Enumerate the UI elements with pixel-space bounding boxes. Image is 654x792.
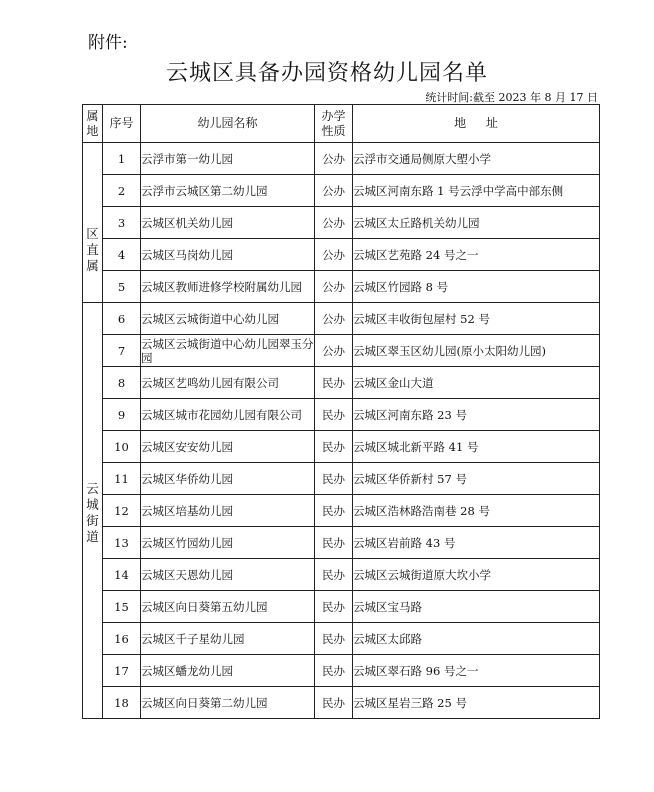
table-row (83, 655, 600, 687)
cell-type: 民办 (315, 559, 353, 591)
cell-seq: 6 (103, 303, 141, 335)
cell-seq: 11 (103, 463, 141, 495)
cell-type: 民办 (315, 687, 353, 719)
cell-address: 云城区宝马路 (353, 591, 600, 623)
cell-seq: 15 (103, 591, 141, 623)
header-area: 属 地 (83, 105, 103, 143)
cell-address: 云城区河南东路 1 号云浮中学高中部东侧 (353, 175, 600, 207)
area-group-street: 云 城 街 道 (83, 303, 103, 719)
cell-address: 云城区岩前路 43 号 (353, 527, 600, 559)
header-seq: 序号 (103, 105, 141, 143)
table-row (83, 303, 600, 335)
cell-name: 云城区向日葵第二幼儿园 (141, 687, 315, 719)
cell-name: 云城区天恩幼儿园 (141, 559, 315, 591)
table-row (83, 239, 600, 271)
cell-address: 云城区河南东路 23 号 (353, 399, 600, 431)
cell-seq: 13 (103, 527, 141, 559)
cell-name: 云城区城市花园幼儿园有限公司 (141, 399, 315, 431)
cell-seq: 4 (103, 239, 141, 271)
cell-seq: 2 (103, 175, 141, 207)
cell-name: 云城区千子星幼儿园 (141, 623, 315, 655)
cell-seq: 7 (103, 335, 141, 367)
attachment-label: 附件: (88, 33, 128, 53)
cell-seq: 1 (103, 143, 141, 175)
cell-seq: 10 (103, 431, 141, 463)
cell-type: 民办 (315, 623, 353, 655)
table-row (83, 591, 600, 623)
table-row (83, 495, 600, 527)
cell-address: 云城区金山大道 (353, 367, 600, 399)
cell-seq: 12 (103, 495, 141, 527)
cell-type: 公办 (315, 175, 353, 207)
cell-type: 民办 (315, 463, 353, 495)
cell-type: 公办 (315, 143, 353, 175)
cell-address: 云城区太丘路机关幼儿园 (353, 207, 600, 239)
cell-address: 云城区翠石路 96 号之一 (353, 655, 600, 687)
header-type: 办学 性质 (315, 105, 353, 143)
cell-address: 云城区华侨新村 57 号 (353, 463, 600, 495)
cell-address: 云城区云城街道原大坎小学 (353, 559, 600, 591)
cell-address: 云城区星岩三路 25 号 (353, 687, 600, 719)
cell-address: 云城区城北新平路 41 号 (353, 431, 600, 463)
table-row (83, 143, 600, 175)
kindergarten-table (82, 104, 600, 719)
cell-seq: 9 (103, 399, 141, 431)
cell-address: 云城区太邱路 (353, 623, 600, 655)
cell-type: 民办 (315, 591, 353, 623)
cell-type: 公办 (315, 303, 353, 335)
cell-address: 云城区艺苑路 24 号之一 (353, 239, 600, 271)
cell-type: 民办 (315, 399, 353, 431)
cell-name: 云城区蟠龙幼儿园 (141, 655, 315, 687)
header-address: 地 址 (353, 105, 600, 143)
table-header-row (83, 105, 600, 143)
cell-type: 公办 (315, 271, 353, 303)
cell-type: 民办 (315, 495, 353, 527)
table-row (83, 207, 600, 239)
cell-seq: 3 (103, 207, 141, 239)
table-row (83, 335, 600, 367)
cell-name: 云城区竹园幼儿园 (141, 527, 315, 559)
cell-type: 公办 (315, 239, 353, 271)
cell-address: 云城区竹园路 8 号 (353, 271, 600, 303)
cell-type: 公办 (315, 335, 353, 367)
cell-type: 民办 (315, 527, 353, 559)
table-row (83, 367, 600, 399)
cell-seq: 18 (103, 687, 141, 719)
cell-type: 民办 (315, 655, 353, 687)
cell-name: 云城区华侨幼儿园 (141, 463, 315, 495)
cell-name: 云城区安安幼儿园 (141, 431, 315, 463)
cell-name: 云城区培基幼儿园 (141, 495, 315, 527)
table-row (83, 399, 600, 431)
statistics-time: 统计时间:截至 2023 年 8 月 17 日 (425, 91, 598, 104)
cell-type: 公办 (315, 207, 353, 239)
cell-seq: 5 (103, 271, 141, 303)
cell-name: 云城区马岗幼儿园 (141, 239, 315, 271)
cell-name: 云城区艺鸣幼儿园有限公司 (141, 367, 315, 399)
cell-name: 云城区向日葵第五幼儿园 (141, 591, 315, 623)
cell-address: 云城区翠玉区幼儿园(原小太阳幼儿园) (353, 335, 600, 367)
cell-name: 云浮市第一幼儿园 (141, 143, 315, 175)
cell-type: 民办 (315, 431, 353, 463)
cell-name: 云城区云城街道中心幼儿园 (141, 303, 315, 335)
table-row (83, 463, 600, 495)
table-row (83, 623, 600, 655)
table-row (83, 527, 600, 559)
cell-address: 云城区丰收街包屋村 52 号 (353, 303, 600, 335)
cell-type: 民办 (315, 367, 353, 399)
table-row (83, 559, 600, 591)
cell-name: 云城区机关幼儿园 (141, 207, 315, 239)
cell-name: 云城区云城街道中心幼儿园翠玉分园 (141, 336, 314, 365)
table-row (83, 175, 600, 207)
cell-name: 云城区教师进修学校附属幼儿园 (141, 271, 315, 303)
cell-address: 云浮市交通局侧原大塱小学 (353, 143, 600, 175)
area-group-district: 区 直 属 (83, 143, 103, 303)
cell-name: 云浮市云城区第二幼儿园 (141, 175, 315, 207)
cell-seq: 14 (103, 559, 141, 591)
table-row (83, 271, 600, 303)
table-row (83, 687, 600, 719)
cell-seq: 16 (103, 623, 141, 655)
cell-seq: 8 (103, 367, 141, 399)
table-row (83, 431, 600, 463)
cell-seq: 17 (103, 655, 141, 687)
document-title: 云城区具备办园资格幼儿园名单 (165, 61, 488, 86)
header-name: 幼儿园名称 (141, 105, 315, 143)
cell-address: 云城区浩林路浩南巷 28 号 (353, 495, 600, 527)
